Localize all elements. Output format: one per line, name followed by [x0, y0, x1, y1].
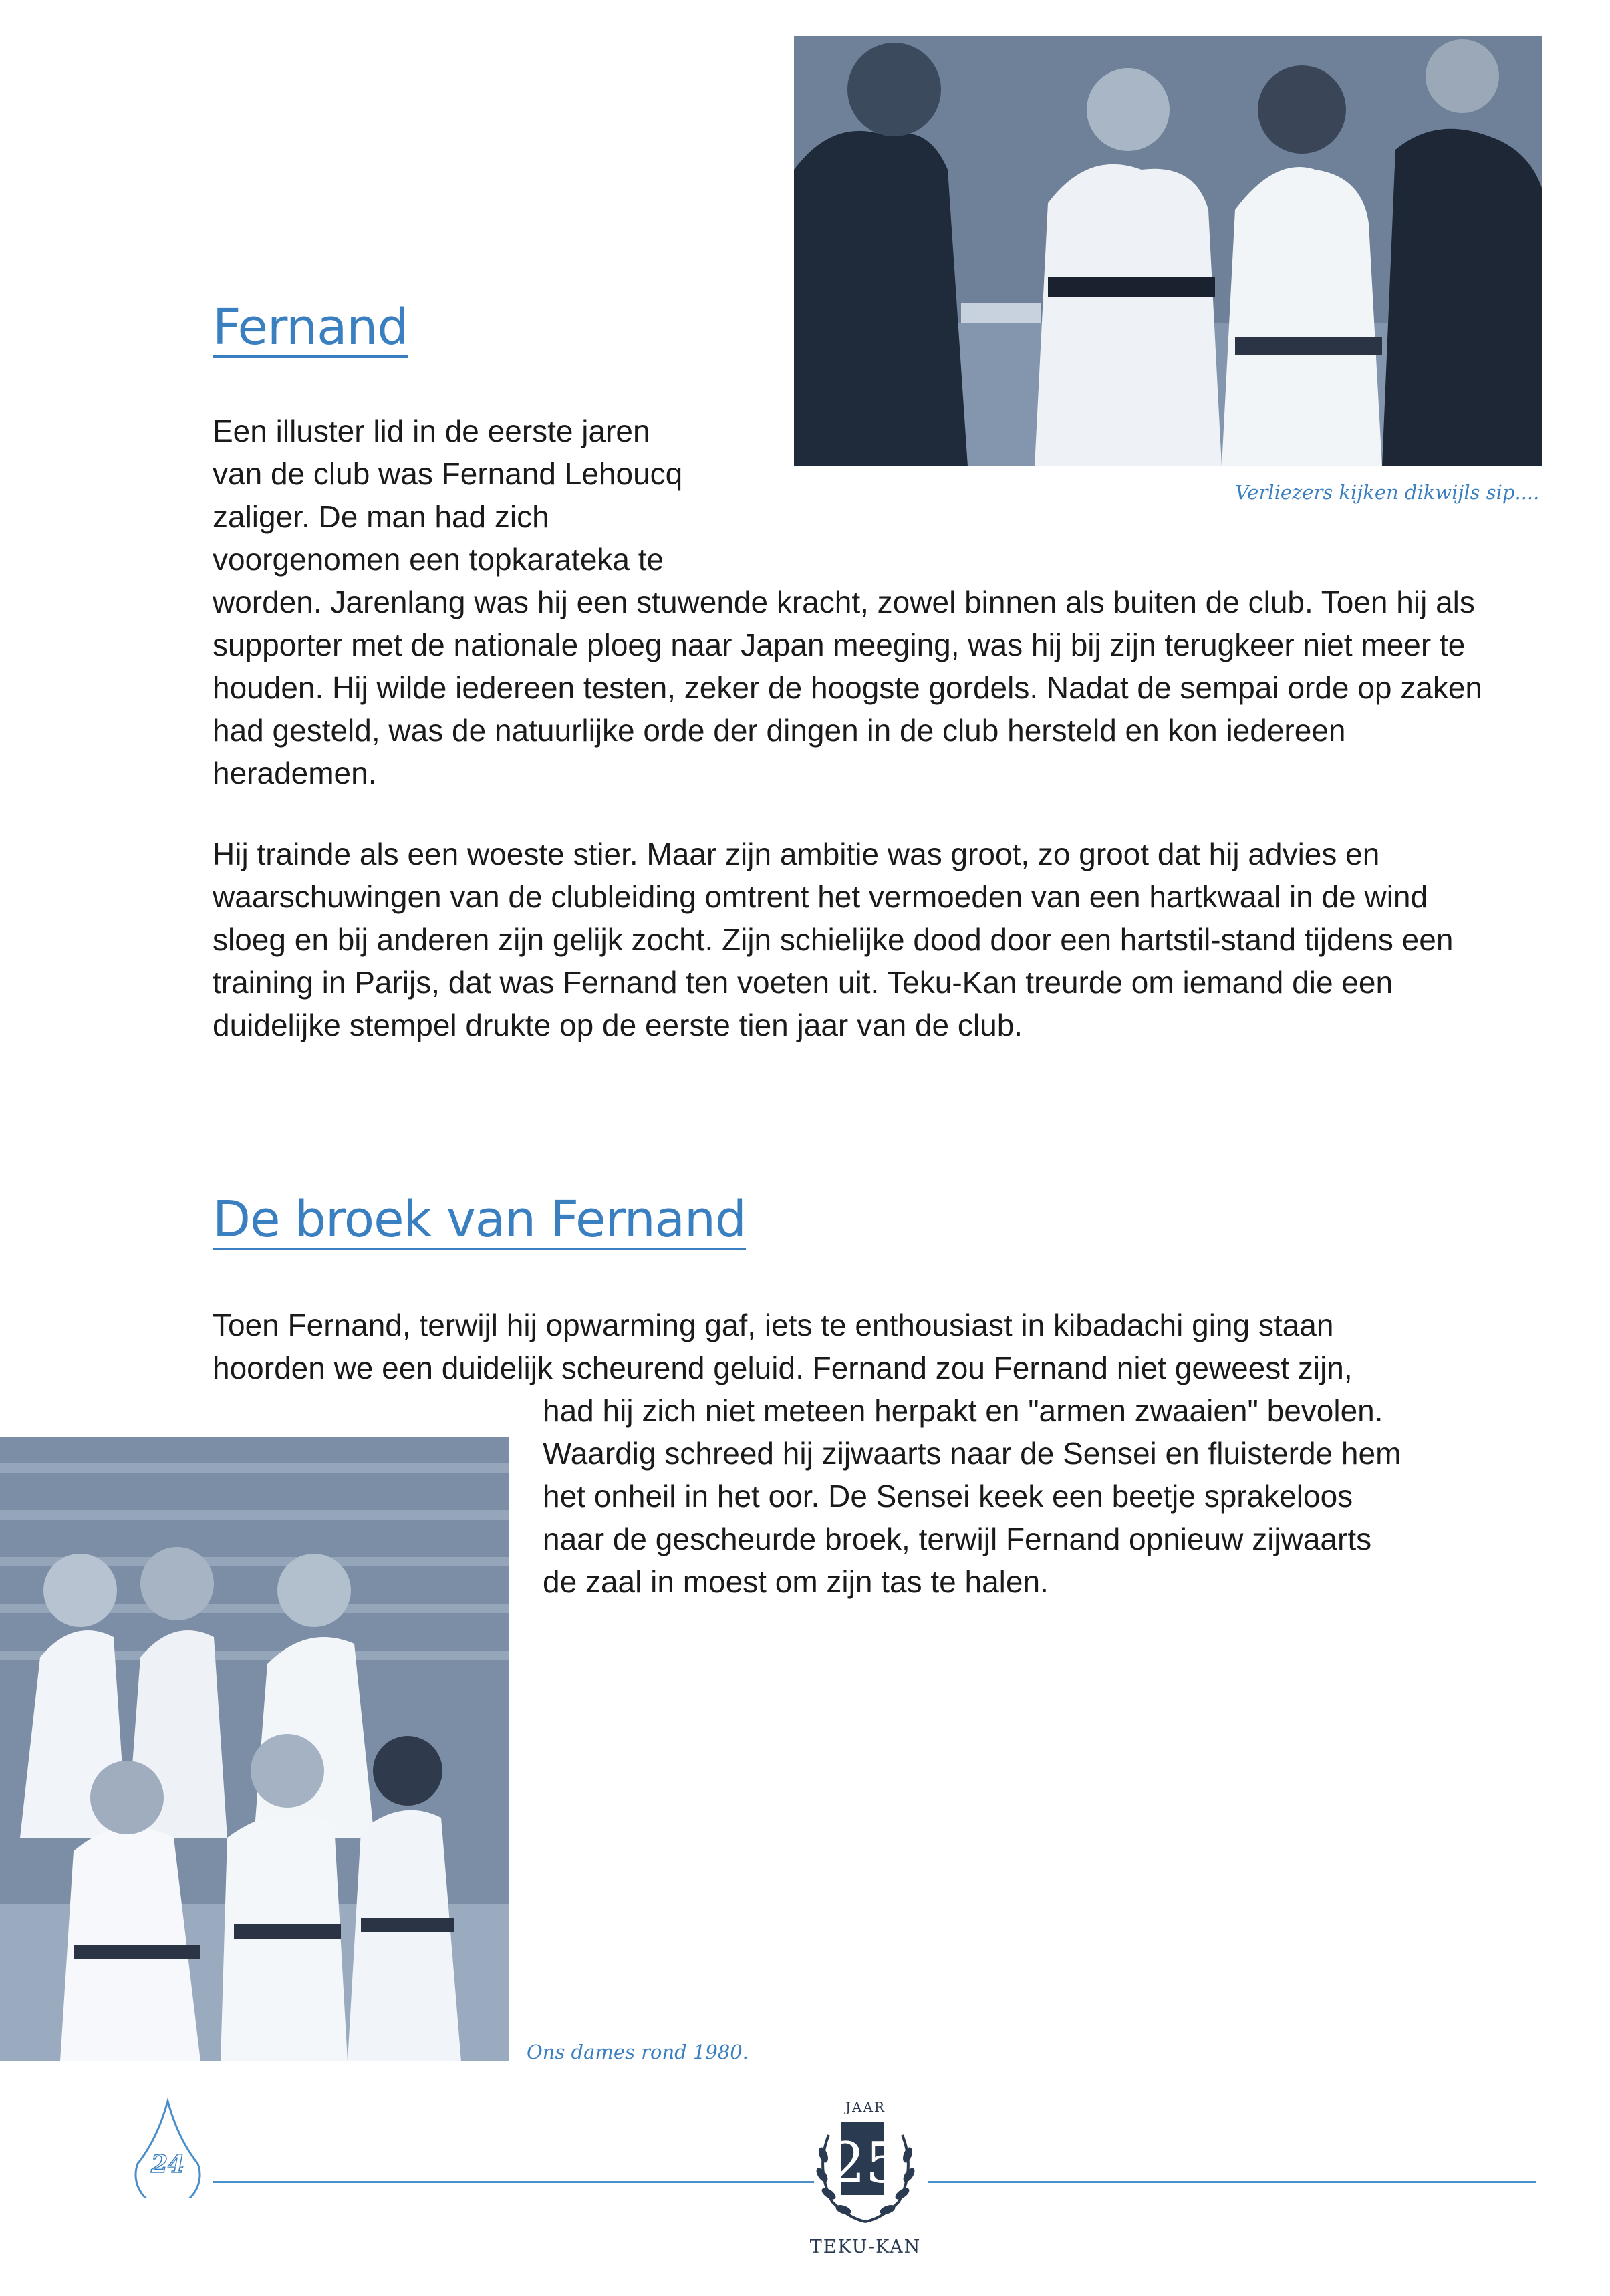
section2-full-lines [213, 1304, 1549, 1389]
photo-ladies-team [0, 1437, 509, 2061]
photo-caption-top: Verliezers kijken dikwijls sip.... [1235, 481, 1540, 504]
text-line: zaliger. De man had zich [213, 499, 549, 534]
text-line: Een illuster lid in de eerste jaren [213, 414, 650, 448]
text-line: de zaal in moest om zijn tas te halen. [543, 1564, 1049, 1599]
photo-award-ceremony [794, 36, 1542, 466]
logo-name: TEKU-KAN [809, 2237, 922, 2257]
page-number-badge [131, 2098, 205, 2198]
section1-paragraph2: Hij trainde als een woeste stier. Maar zijn ambitie was groot, zo groot dat hij advies en waarschuwingen van de clubleiding omtrent het vermoeden van een hartkwaal in de wind sloeg en bij anderen zijn gelijk zocht. Zijn schielijke dood door een hartstil-stand tijdens een training in Parijs, dat was Fernand ten voeten uit. Teku-Kan treurde om iemand die een duidelijke stempel drukte op de eerste tien jaar van de club. [213, 837, 1454, 1042]
logo-number: 25 [829, 2130, 902, 2196]
page-number: 24 [150, 2150, 185, 2178]
section-title-fernand: Fernand [213, 302, 408, 358]
footer-rule-right [928, 2181, 1536, 2183]
teku-kan-25-logo [809, 2095, 922, 2275]
section1-paragraph1-rest: worden. Jarenlang was hij een stuwende kracht, zowel binnen als buiten de club. Toen hij als supporter met de nationale ploeg naar Japan meeging, was hij bij zijn terugkeer niet meer te houden. Hij wilde iedereen testen, zeker de hoogste gordels. Nadat de sempai orde op zaken had gesteld, was de natuurlijke orde der dingen in de club hersteld en kon iedereen herademen. [213, 585, 1482, 791]
section2-right-lines [543, 1389, 1532, 1603]
text-line: van de club was Fernand Lehoucq [213, 456, 683, 491]
logo-top-word: JAAR [845, 2099, 886, 2115]
photo-caption-bottom: Ons dames rond 1980. [527, 2041, 749, 2063]
text-line: voorgenomen een topkarateka te [213, 542, 664, 577]
text-line: Toen Fernand, terwijl hij opwarming gaf, iets te enthousiast in kibadachi ging staan [213, 1308, 1334, 1342]
text-line: had hij zich niet meteen herpakt en "armen zwaaien" bevolen. [543, 1393, 1383, 1428]
text-line: Waardig schreed hij zijwaarts naar de Sensei en fluisterde hem [543, 1436, 1401, 1471]
text-line: hoorden we een duidelijk scheurend geluid. Fernand zou Fernand niet geweest zijn, [213, 1350, 1353, 1385]
text-line: naar de gescheurde broek, terwijl Fernand opnieuw zijwaarts [543, 1522, 1372, 1556]
section-title-de-broek-van-fernand: De broek van Fernand [213, 1194, 746, 1250]
text-line: het onheil in het oor. De Sensei keek een beetje sprakeloos [543, 1479, 1353, 1514]
section1-paragraph1-lines [213, 410, 747, 581]
footer-rule-left [213, 2181, 814, 2183]
